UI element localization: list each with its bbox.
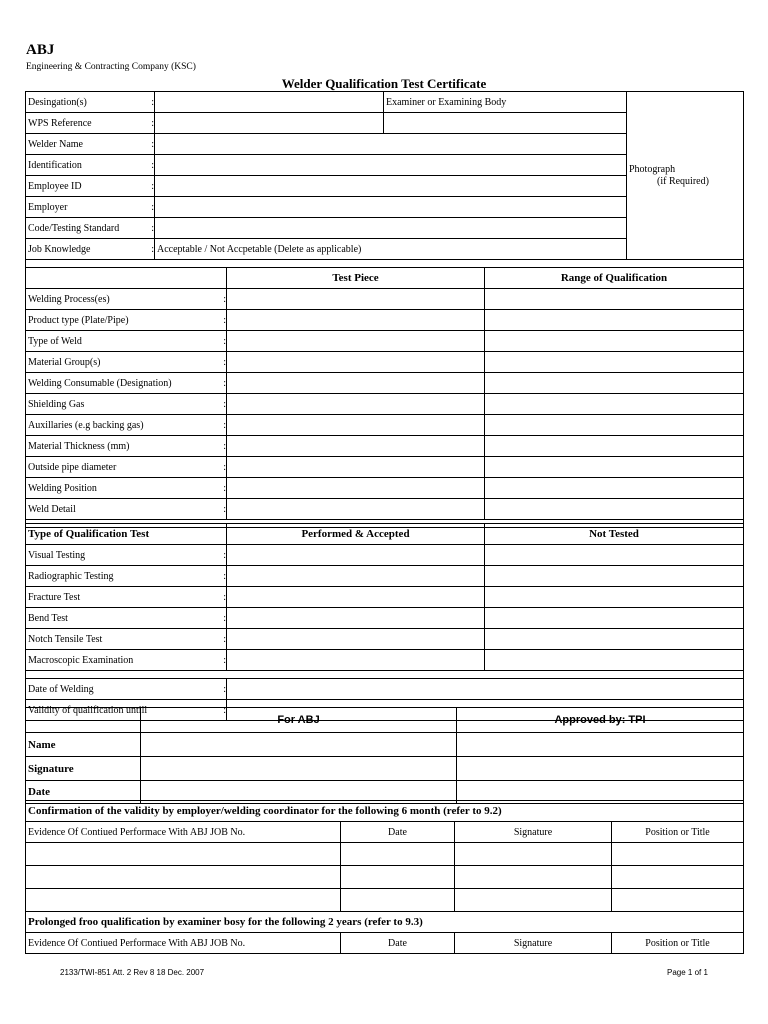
confirmation-title: Confirmation of the validity by employer/welding coordinator for the following 6 month (refer to 9.2)	[26, 801, 744, 822]
qualification-test-second-field[interactable]	[485, 629, 744, 650]
qualification-test-table: Type of Qualification Test Performed & Accepted Not Tested Visual Testing : Radiographic Testing : Fracture Test : Bend Test : Notch Tensile Test : Macroscopic Examination : Date of Welding : Validity of qualification untill :	[25, 523, 744, 721]
test-piece-row-label: Material Group(s)	[26, 352, 218, 373]
validity-table	[25, 800, 744, 954]
tpi-name-field[interactable]	[457, 733, 744, 757]
test-piece-second-field[interactable]	[485, 373, 744, 394]
employee-id-label: Employee ID	[26, 176, 146, 197]
approved-by-header: Approved by: TPI	[457, 708, 744, 733]
test-piece-row: Material Thickness (mm) :	[26, 436, 744, 457]
test-piece-row: Product type (Plate/Pipe) :	[26, 310, 744, 331]
employer-label: Employer	[26, 197, 146, 218]
test-piece-value-field[interactable]	[227, 478, 485, 499]
photograph-label: Photograph	[629, 163, 676, 175]
test-piece-row: Auxillaries (e.g backing gas) :	[26, 415, 744, 436]
test-piece-row-label: Welding Position	[26, 478, 218, 499]
test-piece-second-field[interactable]	[485, 499, 744, 520]
qualification-test-row: Radiographic Testing :	[26, 566, 744, 587]
qualification-test-row-label: Notch Tensile Test	[26, 629, 218, 650]
test-piece-row-label: Shielding Gas	[26, 394, 218, 415]
test-piece-second-field[interactable]	[485, 394, 744, 415]
test-piece-value-field[interactable]	[227, 415, 485, 436]
qualification-test-second-field[interactable]	[485, 650, 744, 671]
welder-name-label: Welder Name	[26, 134, 146, 155]
test-piece-second-field[interactable]	[485, 310, 744, 331]
test-piece-row: Outside pipe diameter :	[26, 457, 744, 478]
prolonged-position-header: Position or Title	[612, 933, 744, 954]
identification-label: Identification	[26, 155, 146, 176]
prolonged-evidence-header: Evidence Of Contiued Performace With ABJ JOB No.	[26, 933, 341, 954]
confirmation-position-cell[interactable]	[612, 889, 744, 912]
range-header: Range of Qualification	[485, 268, 744, 289]
confirmation-date-header: Date	[341, 822, 455, 843]
wps-field[interactable]	[155, 113, 384, 134]
not-tested-header: Not Tested	[485, 524, 744, 545]
company-name: ABJ	[26, 42, 55, 58]
qualification-test-value-field[interactable]	[227, 629, 485, 650]
test-piece-row: Shielding Gas :	[26, 394, 744, 415]
for-abj-header: For ABJ	[141, 708, 457, 733]
abj-signature-field[interactable]	[141, 757, 457, 781]
code-field[interactable]	[155, 218, 627, 239]
test-piece-row-label: Product type (Plate/Pipe)	[26, 310, 218, 331]
test-piece-value-field[interactable]	[227, 373, 485, 394]
qualification-test-row: Visual Testing :	[26, 545, 744, 566]
code-label: Code/Testing Standard	[26, 218, 146, 239]
company-subtitle: Engineering & Contracting Company (KSC)	[26, 62, 196, 72]
test-piece-value-field[interactable]	[227, 394, 485, 415]
qualification-test-row: Bend Test :	[26, 608, 744, 629]
test-piece-value-field[interactable]	[227, 289, 485, 310]
test-piece-value-field[interactable]	[227, 352, 485, 373]
qualification-test-row-label: Visual Testing	[26, 545, 218, 566]
name-label: Name	[26, 733, 141, 757]
performed-header: Performed & Accepted	[227, 524, 485, 545]
test-piece-table	[25, 267, 744, 528]
test-piece-row-label: Welding Consumable (Designation)	[26, 373, 218, 394]
test-piece-second-field[interactable]	[485, 289, 744, 310]
confirmation-position-header: Position or Title	[612, 822, 744, 843]
qualification-test-value-field[interactable]	[227, 608, 485, 629]
test-piece-row: Type of Weld :	[26, 331, 744, 352]
confirmation-position-cell[interactable]	[612, 866, 744, 889]
examiner-label: Examiner or Examining Body	[384, 92, 627, 113]
footer-reference: 2133/TWI-851 Att. 2 Rev 8 18 Dec. 2007	[60, 968, 205, 977]
confirmation-signature-cell[interactable]	[455, 843, 612, 866]
test-piece-row-label: Auxillaries (e.g backing gas)	[26, 415, 218, 436]
test-piece-second-field[interactable]	[485, 457, 744, 478]
qualification-test-row-label: Macroscopic Examination	[26, 650, 218, 671]
designation-label: Desingation(s)	[26, 92, 146, 113]
qualification-test-value-field[interactable]	[227, 545, 485, 566]
confirmation-evidence-cell[interactable]	[26, 843, 341, 866]
qualification-test-row-label: Radiographic Testing	[26, 566, 218, 587]
page-number: Page 1 of 1	[667, 968, 708, 977]
test-piece-row: Welding Process(es) :	[26, 289, 744, 310]
test-piece-value-field[interactable]	[227, 310, 485, 331]
test-piece-value-field[interactable]	[227, 457, 485, 478]
identification-field[interactable]	[155, 155, 627, 176]
confirmation-date-cell[interactable]	[341, 843, 455, 866]
confirmation-evidence-cell[interactable]	[26, 866, 341, 889]
photograph-note: (if Required)	[657, 175, 709, 187]
validity-label: Validity of qualification untill	[26, 700, 218, 721]
test-piece-row: Welding Consumable (Designation) :	[26, 373, 744, 394]
qualification-test-row: Fracture Test :	[26, 587, 744, 608]
abj-name-field[interactable]	[141, 733, 457, 757]
test-piece-second-field[interactable]	[485, 352, 744, 373]
prolonged-signature-header: Signature	[455, 933, 612, 954]
test-piece-row-label: Type of Weld	[26, 331, 218, 352]
qualification-test-row-label: Fracture Test	[26, 587, 218, 608]
prolonged-title: Prolonged froo qualification by examiner bosy for the following 2 years (refer to 9.3)	[26, 912, 744, 933]
test-piece-row: Material Group(s) :	[26, 352, 744, 373]
qualification-test-value-field[interactable]	[227, 650, 485, 671]
date-label: Date	[26, 781, 141, 804]
prolonged-date-header: Date	[341, 933, 455, 954]
qualification-test-second-field[interactable]	[485, 545, 744, 566]
test-piece-second-field[interactable]	[485, 478, 744, 499]
tpi-signature-field[interactable]	[457, 757, 744, 781]
date-of-welding-label: Date of Welding	[26, 679, 218, 700]
approval-table	[25, 707, 744, 804]
test-piece-row-label: Weld Detail	[26, 499, 218, 520]
qualification-type-header: Type of Qualification Test	[26, 524, 227, 545]
job-knowledge-label: Job Knowledge	[26, 239, 146, 260]
date-of-welding-field[interactable]	[227, 679, 744, 700]
qualification-test-value-field[interactable]	[227, 566, 485, 587]
confirmation-evidence-cell[interactable]	[26, 889, 341, 912]
photograph-box[interactable]	[627, 92, 744, 260]
designation-field[interactable]	[155, 92, 384, 113]
identity-table: Desingation(s) : Examiner or Examining Body Photograph (if Required) WPS Reference : Welder Name : Identification : Employee ID : Employer : Code/Testing Standard : Job Knowledge : Acceptable / Not Accpetable (Delete as applicable)	[25, 91, 744, 268]
test-piece-row-label: Welding Process(es)	[26, 289, 218, 310]
wps-label: WPS Reference	[26, 113, 146, 134]
test-piece-row: Welding Position :	[26, 478, 744, 499]
test-piece-row-label: Outside pipe diameter	[26, 457, 218, 478]
test-piece-value-field[interactable]	[227, 499, 485, 520]
test-piece-row-label: Material Thickness (mm)	[26, 436, 218, 457]
test-piece-row: Weld Detail :	[26, 499, 744, 520]
qualification-test-row: Macroscopic Examination :	[26, 650, 744, 671]
welder-name-field[interactable]	[155, 134, 627, 155]
qualification-test-row-label: Bend Test	[26, 608, 218, 629]
qualification-test-row: Notch Tensile Test :	[26, 629, 744, 650]
employee-id-field[interactable]	[155, 176, 627, 197]
examiner-field[interactable]	[384, 113, 627, 134]
qualification-test-second-field[interactable]	[485, 566, 744, 587]
test-piece-second-field[interactable]	[485, 331, 744, 352]
qualification-test-second-field[interactable]	[485, 608, 744, 629]
qualification-test-second-field[interactable]	[485, 587, 744, 608]
confirmation-signature-cell[interactable]	[455, 866, 612, 889]
employer-field[interactable]	[155, 197, 627, 218]
confirmation-position-cell[interactable]	[612, 843, 744, 866]
confirmation-signature-cell[interactable]	[455, 889, 612, 912]
qualification-test-value-field[interactable]	[227, 587, 485, 608]
job-knowledge-field[interactable]: Acceptable / Not Accpetable (Delete as applicable)	[155, 239, 627, 260]
confirmation-signature-header: Signature	[455, 822, 612, 843]
confirmation-date-cell[interactable]	[341, 866, 455, 889]
confirmation-evidence-header: Evidence Of Contiued Performace With ABJ JOB No.	[26, 822, 341, 843]
confirmation-date-cell[interactable]	[341, 889, 455, 912]
test-piece-header: Test Piece	[227, 268, 485, 289]
signature-label: Signature	[26, 757, 141, 781]
document-title: Welder Qualification Test Certificate	[281, 76, 487, 91]
test-piece-second-field[interactable]	[485, 415, 744, 436]
test-piece-value-field[interactable]	[227, 331, 485, 352]
test-piece-value-field[interactable]	[227, 436, 485, 457]
test-piece-second-field[interactable]	[485, 436, 744, 457]
